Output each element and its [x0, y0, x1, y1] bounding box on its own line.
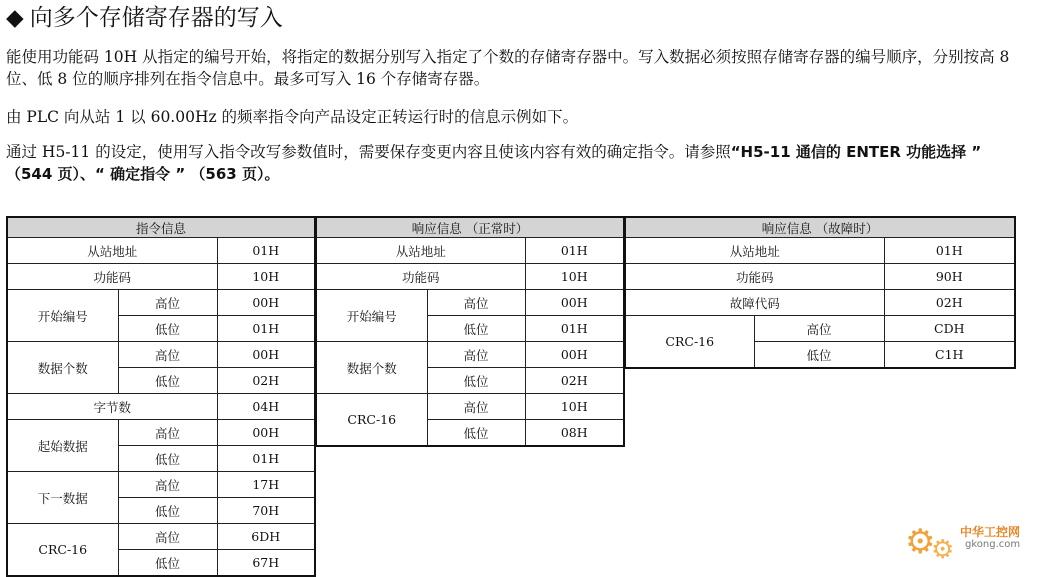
gear-icon: ⚙: [931, 535, 955, 565]
table-row: [625, 238, 1015, 264]
row-value: 04H: [217, 394, 315, 420]
table-row: [7, 394, 315, 420]
sub-label: 高位: [427, 290, 525, 316]
row-label: 起始数据: [7, 420, 118, 472]
row-value: 01H: [217, 238, 315, 264]
table-header: 响应信息 （正常时）: [316, 217, 624, 238]
paragraph-example: 由 PLC 向从站 1 以 60.00Hz 的频率指令向产品设定正转运行时的信息示例如下。: [6, 108, 579, 126]
row-value: 6DH: [217, 524, 315, 550]
table-row: [7, 342, 315, 368]
row-label: 功能码: [625, 264, 884, 290]
row-value: 01H: [884, 238, 1015, 264]
row-value: 17H: [217, 472, 315, 498]
table-header: 响应信息 （故障时）: [625, 217, 1015, 238]
sub-label: 高位: [118, 524, 217, 550]
sub-label: 低位: [118, 498, 217, 524]
sub-label: 低位: [118, 446, 217, 472]
row-value: 00H: [525, 342, 624, 368]
row-label: 开始编号: [7, 290, 118, 342]
table-row: [7, 524, 315, 550]
row-value: 00H: [217, 420, 315, 446]
table-row: [7, 420, 315, 446]
row-value: 01H: [525, 316, 624, 342]
sub-label: 低位: [118, 368, 217, 394]
row-value: 00H: [217, 290, 315, 316]
table-row: [316, 394, 624, 420]
row-value: 10H: [217, 264, 315, 290]
sub-label: 低位: [118, 316, 217, 342]
table-row: [7, 290, 315, 316]
row-label: CRC-16: [7, 524, 118, 577]
row-value: 08H: [525, 420, 624, 447]
sub-label: 高位: [118, 342, 217, 368]
row-value: 01H: [217, 446, 315, 472]
table-row: [625, 316, 1015, 342]
note-text: 通过 H5-11 的设定，使用写入指令改写参数值时，需要保存变更内容且使该内容有效的确定指令。请参照: [6, 143, 731, 161]
row-value: 70H: [217, 498, 315, 524]
row-label: 字节数: [7, 394, 217, 420]
sub-label: 高位: [427, 394, 525, 420]
row-value: 67H: [217, 550, 315, 577]
row-label: 下一数据: [7, 472, 118, 524]
sub-label: 高位: [427, 342, 525, 368]
diamond-bullet-icon: ◆: [6, 5, 24, 31]
row-label: CRC-16: [625, 316, 754, 369]
sub-label: 高位: [118, 420, 217, 446]
row-value: 02H: [525, 368, 624, 394]
table-row: [7, 472, 315, 498]
row-value: 01H: [217, 316, 315, 342]
sub-label: 低位: [427, 368, 525, 394]
table-row: [316, 342, 624, 368]
row-value: 02H: [884, 290, 1015, 316]
table-row: [625, 290, 1015, 316]
row-value: 02H: [217, 368, 315, 394]
row-label: 数据个数: [316, 342, 427, 394]
normal-response-table: [315, 216, 625, 447]
row-value: 01H: [525, 238, 624, 264]
sub-label: 低位: [754, 342, 884, 369]
table-row: [625, 264, 1015, 290]
row-value: 00H: [217, 342, 315, 368]
command-message-table: [6, 216, 316, 577]
paragraph-intro: 能使用功能码 10H 从指定的编号开始，将指定的数据分别写入指定了个数的存储寄存器中。写入数据必须按照存储寄存器的编号顺序，分别按高 8 位、低 8 位的顺序排列在指令信息中。最多可写入 16 个存储寄存器。: [6, 48, 1010, 88]
sub-label: 高位: [118, 290, 217, 316]
heading-text: 向多个存储寄存器的写入: [29, 5, 283, 31]
sub-label: 低位: [427, 316, 525, 342]
note-reference: “H5-11 通信的 ENTER 功能选择 ” （544 页）、“ 确定指令 ” （563 页）。: [6, 143, 982, 183]
row-label: 从站地址: [625, 238, 884, 264]
watermark-logo: [905, 513, 1035, 571]
table-row: [316, 264, 624, 290]
sub-label: 低位: [427, 420, 525, 447]
row-value: C1H: [884, 342, 1015, 369]
watermark-url: gkong.com: [965, 539, 1021, 550]
row-label: 开始编号: [316, 290, 427, 342]
sub-label: 低位: [118, 550, 217, 577]
row-label: 数据个数: [7, 342, 118, 394]
row-label: 从站地址: [316, 238, 525, 264]
table-row: [7, 238, 315, 264]
row-label: CRC-16: [316, 394, 427, 447]
sub-label: 高位: [118, 472, 217, 498]
row-value: 10H: [525, 264, 624, 290]
row-value: 10H: [525, 394, 624, 420]
row-value: CDH: [884, 316, 1015, 342]
page-title: [6, 2, 283, 34]
row-label: 从站地址: [7, 238, 217, 264]
paragraph-note: [6, 141, 1031, 185]
table-row: [7, 264, 315, 290]
table-row: [316, 290, 624, 316]
gear-icon: ⚙: [905, 522, 936, 562]
table-header: 指令信息: [7, 217, 315, 238]
row-value: 90H: [884, 264, 1015, 290]
table-row: [316, 238, 624, 264]
row-label: 功能码: [316, 264, 525, 290]
row-label: 功能码: [7, 264, 217, 290]
row-label: 故障代码: [625, 290, 884, 316]
error-response-table: [624, 216, 1016, 369]
sub-label: 高位: [754, 316, 884, 342]
watermark-name: 中华工控网: [960, 525, 1021, 539]
row-value: 00H: [525, 290, 624, 316]
